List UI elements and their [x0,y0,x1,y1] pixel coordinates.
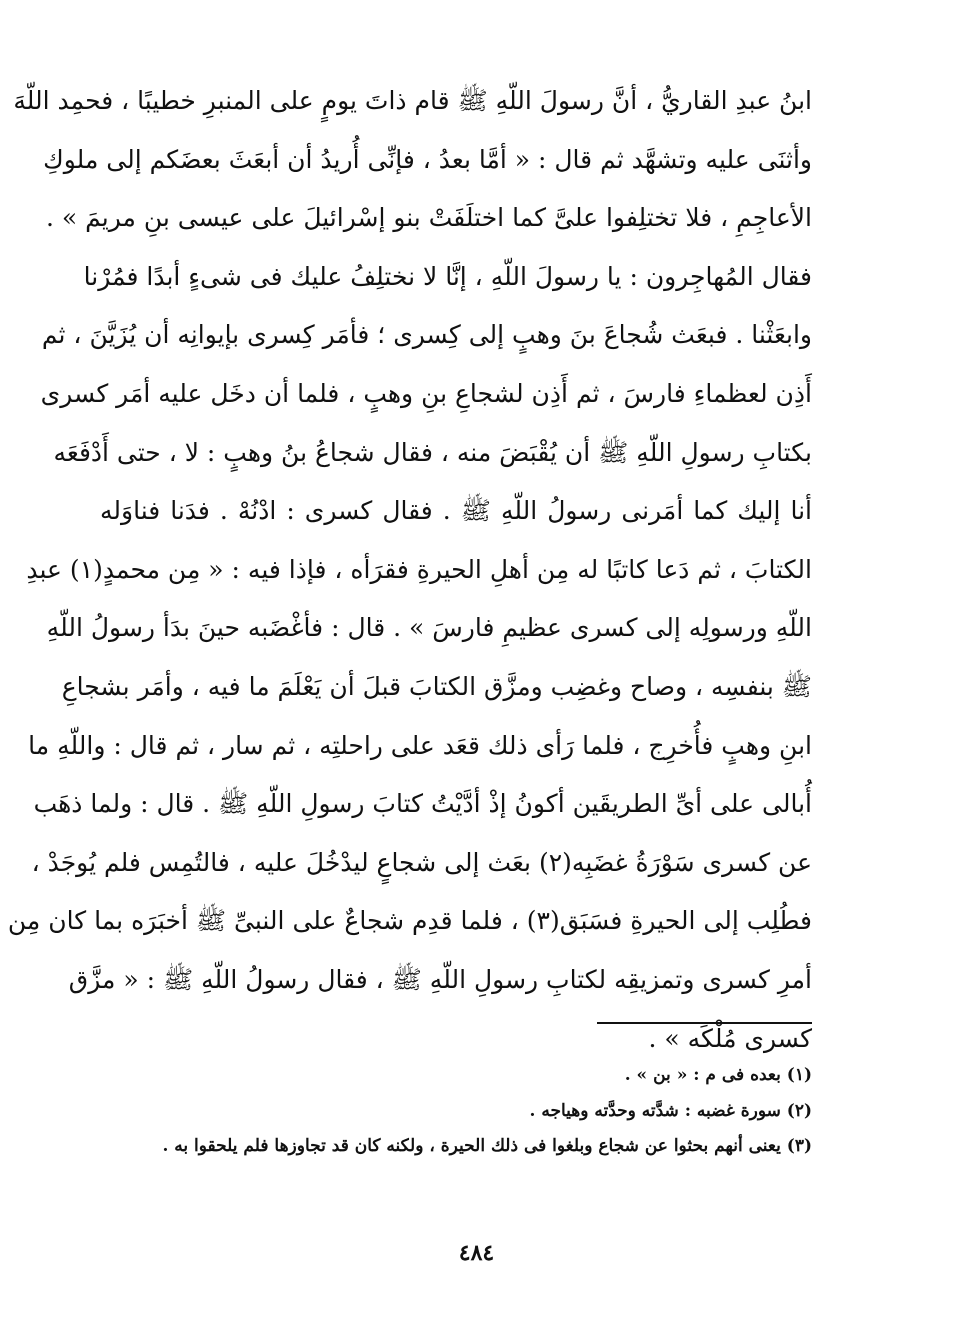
text-line: فطُلِب إلى الحيرةِ فسَبَق(٣) ، فلما قدِم شجاعٌ على النبىِّ ﷺ أخبَرَه بما كان مِن [7,906,812,936]
text-line: الأعاجِمِ ، فلا تختلِفوا علىَّ كما اختلَفَتْ بنو إسْرائيلَ على عيسى بنِ مريمَ » . [46,203,812,233]
text-line: أمرِ كسرى وتمزيقِه لكتابِ رسولِ اللّهِ ﷺ ، فقال رسولُ اللّهِ ﷺ : « مزَّق [68,964,812,994]
text-line: وأثنَى عليه وتشهَّد ثم قال : « أمَّا بعدُ ، فإنِّى أُريدُ أن أبعَثَ بعضَكم إلى ملوكِ [43,144,812,174]
text-line: أَذِن لعظماءِ فارسَ ، ثم أَذِن لشجاعِ بنِ وهبٍ ، فلما أن دخَل عليه أمَر كسرى [40,378,812,408]
text-line: بكتابِ رسولِ اللّهِ ﷺ أن يُقْبَضَ منه ، فقال شجاعُ بنُ وهبٍ : لا ، حتى أَدْفَعَه [53,437,812,467]
footnote-1: (١) بعده فى م : « بن » . [624,1065,812,1085]
text-line: عن كسرى سَوْرَةُ غضَبِه(٢) بعَث إلى شجاعٍ ليدْخُلَ عليه ، فالتُمِس فلم يُوجَدْ ، [31,847,812,877]
footnote-2: (٢) سورة غضبه : شدَّته وحدَّته وهياجه . [529,1100,812,1121]
text-line: وابعَثْنا . فبعَث شُجاعَ بنَ وهبٍ إلى كِسرى ؛ فأمَر كِسرى بإيوانِه أن يُزَيَّنَ ، ثم [41,320,812,350]
text-line-last: كسرى مُلْكَه » . [648,1023,812,1053]
footnotes [120,1058,812,1165]
text-line: الكتابَ ، ثم دَعا كاتبًا له مِن أهلِ الحيرةِ فقرَأه ، فإذا فيه : « مِن محمدٍ(١) عبدِ [26,554,812,584]
text-line: أُبالى على أىِّ الطريقَين أكونُ إذْ أدَّيْتُ كتابَ رسولِ اللّهِ ﷺ . قال : ولما ذهَب [33,789,812,819]
main-text [7,72,812,1068]
text-line: أنا إليك كما أمَرنى رسولُ اللّهِ ﷺ . فقال كسرى : ادْنُهْ . فدَنا فناوَله [100,496,812,526]
footnote-3: (٣) يعنى أنهم بحثوا عن شجاع وبلغوا فى ذلك الحيرة ، ولكنه كان قد تجاوزها فلم يلحقوا به . [162,1136,812,1156]
page-number: ٤٨٤ [458,1240,495,1266]
footnote-divider [597,1022,812,1024]
text-line: ابنُ عبدِ القاريُّ ، أنَّ رسولَ اللّهِ ﷺ قام ذاتَ يومٍ على المنبرِ خطيبًا ، فحمِد اللّهَ [13,86,812,115]
text-line: اللّهِ ورسولِه إلى كسرى عظيمِ فارسَ » . قال : فأغْضَبه حينَ بدَأ رسولُ اللّهِ [46,613,812,643]
text-line: فقال المُهاجِرون : يا رسولَ اللّهِ ، إنَّا لا نختلِفُ عليك فى شىءٍ أبدًا فمُرْنا [83,261,812,291]
text-line: ﷺ بنفسِه ، وصاح وغضِب ومزَّق الكتابَ قبلَ أن يَعْلَمَ ما فيه ، وأمَر بشجاعِ [61,671,812,701]
text-line: ابنِ وهبٍ فأُخرِج ، فلما رَأى ذلك قعَد على راحلتِه ، ثم سار ، ثم قال : واللّهِ ما [28,730,812,760]
